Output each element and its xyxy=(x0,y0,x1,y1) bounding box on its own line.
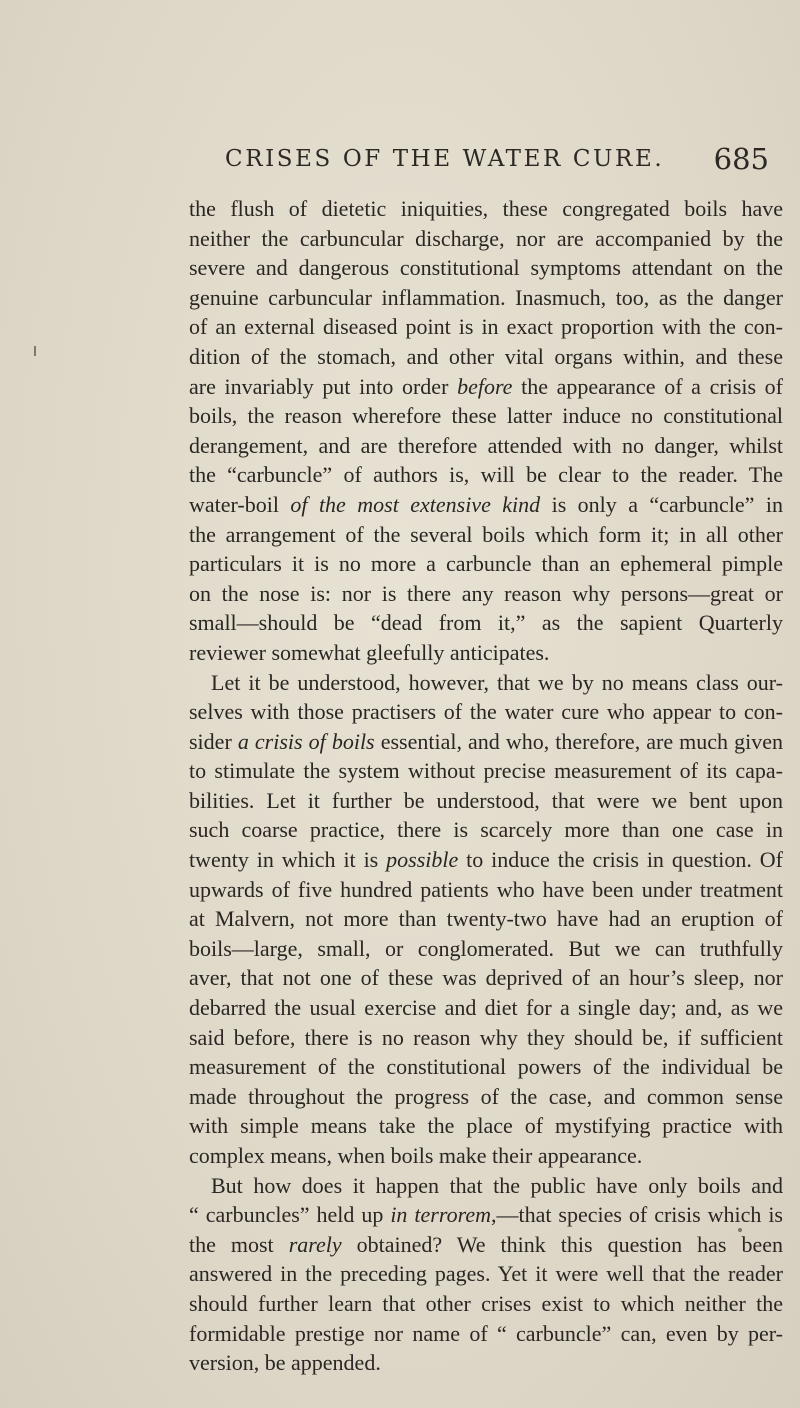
page-speck xyxy=(738,1228,742,1232)
paragraph xyxy=(189,1171,783,1378)
text-line xyxy=(189,904,783,934)
text-line xyxy=(189,1319,783,1349)
text-segment: formidable prestige nor name of “ carbuncle” can, even by per- xyxy=(189,1320,783,1346)
text-segment: answered in the preceding pages. Yet it were well that the reader xyxy=(189,1261,783,1287)
text-segment: severe and dangerous constitutional symptoms attendant on the xyxy=(189,255,783,281)
text-segment: twenty in which it is xyxy=(189,847,387,873)
text-segment: debarred the usual exercise and diet for a single day; and, as we xyxy=(189,995,783,1021)
text-segment: on the nose is: nor is there any reason why persons—great or xyxy=(189,580,783,606)
text-line xyxy=(189,520,783,550)
text-segment: dition of the stomach, and other vital organs within, and these xyxy=(189,343,783,369)
italic-text: a crisis of boils xyxy=(237,728,375,754)
text-segment: derangement, and are therefore attended with no danger, whilst xyxy=(189,432,783,458)
text-segment: the appearance of a crisis of xyxy=(512,373,783,399)
text-line xyxy=(189,845,783,875)
text-line xyxy=(189,1023,783,1053)
running-title: CRISES OF THE WATER CURE. xyxy=(225,146,665,172)
text-segment: reviewer somewhat gleefully anticipates. xyxy=(189,639,550,665)
italic-text: rarely xyxy=(288,1231,342,1257)
text-segment: bilities. Let it further be understood, that were we bent upon xyxy=(189,787,783,813)
text-line xyxy=(189,224,783,254)
text-line xyxy=(189,756,783,786)
text-segment: the most xyxy=(189,1231,289,1257)
text-segment: boils, the reason wherefore these latter induce no constitutional xyxy=(189,403,783,429)
text-segment: measurement of the constitutional powers of the individual be xyxy=(189,1054,783,1080)
text-line xyxy=(189,194,783,224)
text-line xyxy=(189,697,783,727)
text-segment: small—should be “dead from it,” as the sapient Quarterly xyxy=(189,610,783,636)
text-line xyxy=(189,727,783,757)
text-line xyxy=(189,342,783,372)
text-segment: to stimulate the system without precise measurement of its capa- xyxy=(189,758,783,784)
text-segment: should further learn that other crises exist to which neither the xyxy=(189,1290,783,1316)
text-line xyxy=(189,815,783,845)
text-segment: upwards of five hundred patients who have been under treatment xyxy=(189,876,783,902)
text-segment: of an external diseased point is in exact proportion with the con- xyxy=(189,314,783,340)
text-line xyxy=(189,1171,783,1201)
text-line xyxy=(189,668,783,698)
text-line xyxy=(189,1052,783,1082)
text-segment: the arrangement of the several boils which form it; in all other xyxy=(189,521,783,547)
italic-text: in terrorem xyxy=(390,1202,491,1228)
text-line xyxy=(189,963,783,993)
text-segment: sider xyxy=(189,728,238,754)
text-segment: is only a “carbuncle” in xyxy=(540,491,783,517)
body-text xyxy=(189,194,783,1378)
paragraph xyxy=(189,668,783,1171)
text-segment: such coarse practice, there is scarcely more than one case in xyxy=(189,817,783,843)
text-line xyxy=(189,1111,783,1141)
text-segment: obtained? We think this question has been xyxy=(341,1231,783,1257)
page-number: 685 xyxy=(713,142,769,176)
text-segment: version, be appended. xyxy=(189,1350,381,1376)
text-line xyxy=(189,1348,783,1378)
text-line xyxy=(189,1259,783,1289)
text-line xyxy=(189,372,783,402)
text-line xyxy=(189,460,783,490)
paragraph xyxy=(189,194,783,668)
text-line xyxy=(189,253,783,283)
text-segment: selves with those practisers of the water cure who appear to con- xyxy=(189,699,783,725)
text-segment: to induce the crisis in question. Of xyxy=(458,847,783,873)
text-line xyxy=(189,1141,783,1171)
text-line xyxy=(189,875,783,905)
text-line xyxy=(189,401,783,431)
italic-text: before xyxy=(457,373,513,399)
text-line xyxy=(189,638,783,668)
text-segment: Let it be understood, however, that we by no means class our- xyxy=(211,669,783,695)
text-segment: aver, that not one of these was deprived of an hour’s sleep, nor xyxy=(189,965,783,991)
text-line xyxy=(189,283,783,313)
text-segment: said before, there is no reason why they should be, if sufficient xyxy=(189,1024,783,1050)
text-segment: water-boil xyxy=(189,491,291,517)
text-segment: with simple means take the place of mystifying practice with xyxy=(189,1113,783,1139)
text-line xyxy=(189,490,783,520)
text-line xyxy=(189,431,783,461)
text-line xyxy=(189,1289,783,1319)
text-line xyxy=(189,549,783,579)
text-segment: But how does it happen that the public have only boils and xyxy=(211,1172,783,1198)
text-segment: particulars it is no more a carbuncle than an ephemeral pimple xyxy=(189,551,783,577)
text-line xyxy=(189,312,783,342)
text-segment: essential, and who, therefore, are much given xyxy=(374,728,784,754)
text-segment: at Malvern, not more than twenty-two have had an eruption of xyxy=(189,906,783,932)
text-segment: the flush of dietetic iniquities, these congregated boils have xyxy=(189,196,783,221)
text-line xyxy=(189,1200,783,1230)
text-segment: made throughout the progress of the case, and common sense xyxy=(189,1083,783,1109)
italic-text: possible xyxy=(386,847,459,873)
text-line xyxy=(189,608,783,638)
text-line xyxy=(189,1082,783,1112)
text-segment: ,—that species of crisis which is xyxy=(490,1202,783,1228)
text-segment: boils—large, small, or conglomerated. But we can truthfully xyxy=(189,935,783,961)
text-line xyxy=(189,934,783,964)
italic-text: of the most extensive kind xyxy=(290,491,541,517)
text-line xyxy=(189,1230,783,1260)
text-segment: genuine carbuncular inflammation. Inasmuch, too, as the danger xyxy=(189,284,783,310)
text-segment: are invariably put into order xyxy=(189,373,458,399)
text-line xyxy=(189,786,783,816)
running-head xyxy=(175,142,775,180)
text-segment: complex means, when boils make their appearance. xyxy=(189,1143,643,1168)
text-line xyxy=(189,993,783,1023)
page-speck xyxy=(34,346,36,356)
text-segment: the “carbuncle” of authors is, will be clear to the reader. The xyxy=(189,462,783,488)
text-segment: “ carbuncles” held up xyxy=(189,1202,391,1228)
text-segment: neither the carbuncular discharge, nor are accompanied by the xyxy=(189,225,783,251)
text-line xyxy=(189,579,783,609)
